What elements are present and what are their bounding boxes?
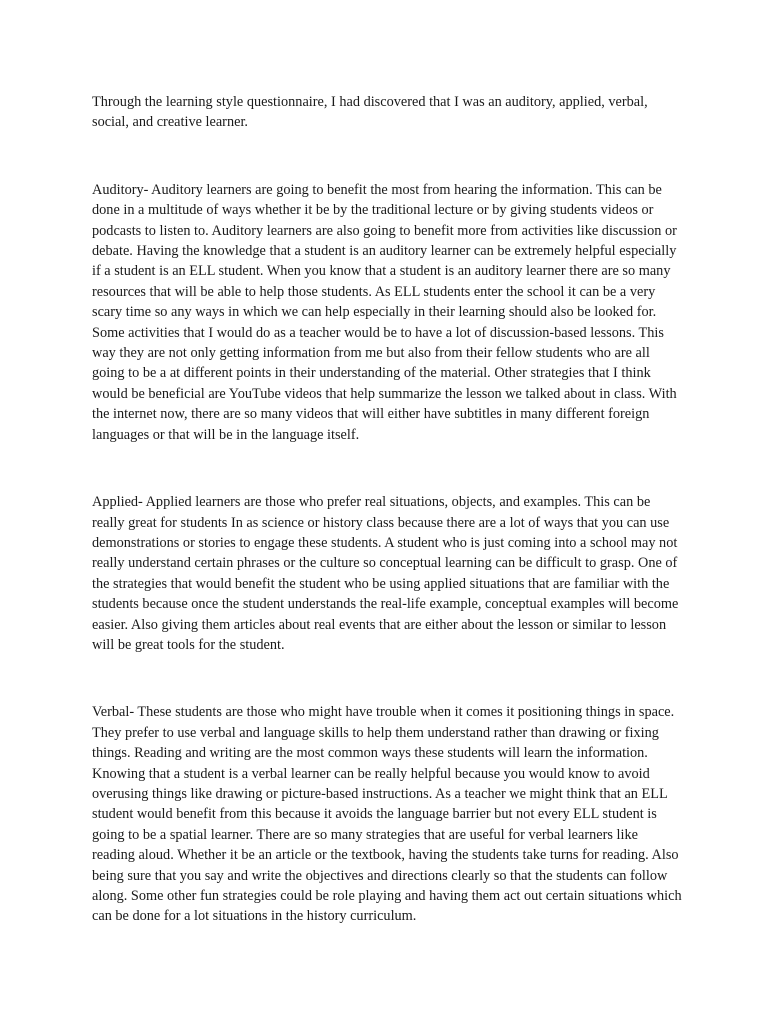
auditory-paragraph: Auditory- Auditory learners are going to benefit the most from hearing the information. This can be done in a multitude of ways whether it be by the traditional lecture or by giving students videos or podcasts to listen to. Auditory learners are also going to benefit more from activities like discussion or debate. Having the knowledge that a student is an auditory learner can be extremely helpful especially if a student is an ELL student. When you know that a student is an auditory learner there are so many resources that will be able to help those students. As ELL students enter the school it can be a very scary time so any ways in which we can help especially in their learning should also be looked for. Some activities that I would do as a teacher would be to have a lot of discussion-based lessons. This way they are not only getting information from me but also from their fellow students who are all going to be a at different points in their understanding of the material. Other strategies that I think would be beneficial are YouTube videos that help summarize the lesson we talked about in class. With the internet now, there are so many videos that will either have subtitles in many different foreign languages or that will be in the language itself.	[92, 181, 677, 443]
verbal-paragraph: Verbal- These students are those who might have trouble when it comes it positioning things in space. They prefer to use verbal and language skills to help them understand rather than drawing or fixing things. Reading and writing are the most common ways these students will learn the information. Knowing that a student is a verbal learner can be really helpful because you would know to avoid overusing things like drawing or picture-based instructions. As a teacher we might think that an ELL student would benefit from this because it avoids the language barrier but not every ELL student is going to be a spatial learner. There are so many strategies that are useful for verbal learners like reading aloud. Whether it be an article or the textbook, having the students take turns for reading. Also being sure that you say and write the objectives and directions clearly so that the students can follow along. Some other fun strategies could be role playing and having them act out certain situations which can be done for a lot situations in the history curriculum.	[92, 704, 682, 925]
document-body	[92, 92, 682, 927]
intro-paragraph: Through the learning style questionnaire, I had discovered that I was an auditory, applied, verbal, social, and creative learner.	[92, 94, 648, 131]
applied-paragraph: Applied- Applied learners are those who prefer real situations, objects, and examples. This can be really great for students In as science or history class because there are a lot of ways that you can use demonstrations or stories to engage these students. A student who is just coming into a school may not really understand certain phrases or the culture so conceptual learning can be difficult to grasp. One of the strategies that would benefit the student who be using applied situations that are familiar with the students because once the student understands the real-life example, conceptual examples will become easier. Also giving them articles about real events that are either about the lesson or similar to lesson will be great tools for the student.	[92, 494, 679, 653]
